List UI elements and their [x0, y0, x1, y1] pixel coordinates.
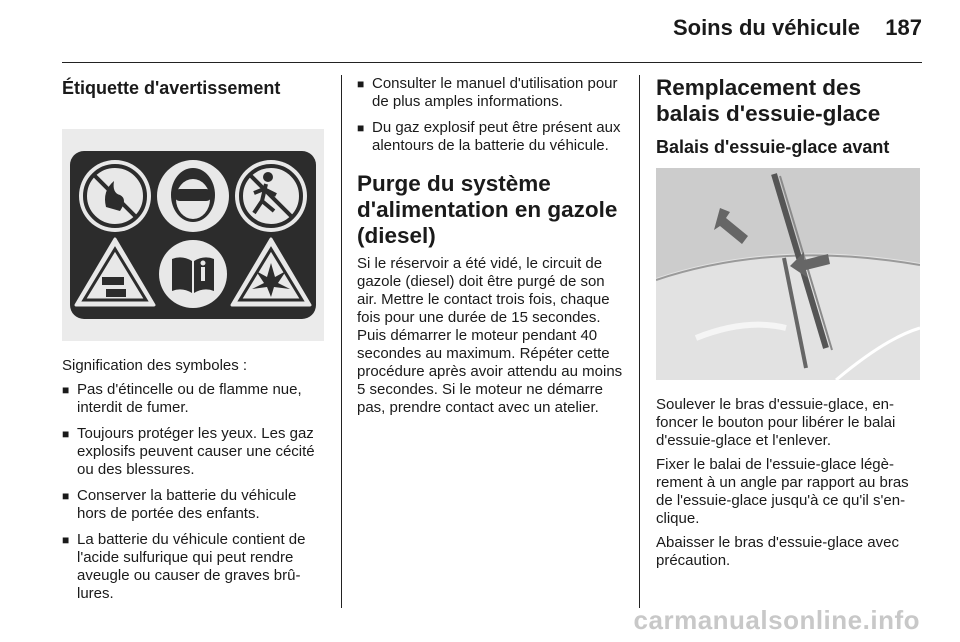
column-divider [341, 75, 342, 608]
wiper-step-2: Fixer le balai de l'essuie-glace légè-rement à un angle par rapport au bras de l'essuie-glace jusqu'à ce qu'il s'en-clique. [656, 456, 909, 527]
list-item: ■ Consulter le manuel d'utilisation pour de plus amples informations. [357, 75, 618, 110]
page-header [0, 0, 960, 62]
read-manual-icon [159, 240, 227, 308]
diesel-purge-body: Si le réservoir a été vidé, le circuit de gazole (diesel) doit être purgé de son air. Mettre le contact trois fois, chaque fois pour une durée de 15 secondes. Puis démarrer le moteur pendant 40 secondes au maximum. Répéter cette procédure après avoir attendu au moins 5 secondes. Si le moteur ne démarre pas, prendre contact avec un atelier. [357, 255, 623, 416]
eye-protection-icon [157, 160, 229, 232]
list-item: ■ Conserver la batterie du véhicule hors de portée des enfants. [62, 487, 297, 522]
keep-children-away-icon [235, 160, 307, 232]
warning-label-image [62, 129, 324, 341]
wiper-step-3: Abaisser le bras d'essuie-glace avec précaution. [656, 534, 899, 569]
watermark: carmanualsonline.info [633, 605, 920, 635]
header-rule [62, 62, 922, 63]
section-title: Soins du véhicule [672, 15, 860, 40]
list-item: ■ Pas d'étincelle ou de flamme nue, interdit de fumer. [62, 381, 302, 416]
list-item: ■ La batterie du véhicule contient de l'acide sulfurique qui peut rendre aveugle ou causer de graves brû-lures. [62, 531, 306, 602]
warning-list-continued [357, 75, 625, 155]
no-spark-flame-icon [79, 160, 151, 232]
list-item: ■ Toujours protéger les yeux. Les gaz explosifs peuvent causer une cécité ou des blessures. [62, 425, 315, 478]
bullet-icon: ■ [62, 489, 70, 503]
wiper-step-1: Soulever le bras d'essuie-glace, en-foncer le bouton pour libérer le balai d'essuie-glace et l'enlever. [656, 396, 896, 449]
list-item: ■ Du gaz explosif peut être présent aux alentours de la batterie du véhicule. [357, 119, 621, 154]
column-divider [639, 75, 640, 608]
wiper-replacement-heading: Remplacement des balais d'essuie-glace [656, 75, 881, 126]
warning-label-heading: Étiquette d'avertissement [62, 78, 281, 98]
bullet-icon: ■ [62, 427, 70, 441]
page-number: 187 [885, 15, 922, 40]
symbol-meaning-list [62, 381, 324, 603]
bullet-icon: ■ [62, 383, 70, 397]
bullet-icon: ■ [357, 77, 365, 91]
front-wiper-subheading: Balais d'essuie-glace avant [656, 137, 890, 157]
column-2 [357, 75, 625, 417]
bullet-icon: ■ [357, 121, 365, 135]
symbols-intro: Signification des symboles : [62, 357, 248, 374]
bullet-icon: ■ [62, 533, 70, 547]
diesel-purge-heading: Purge du système d'alimentation en gazole (diesel) [357, 171, 618, 248]
column-1 [62, 75, 324, 611]
wiper-blade-image [656, 168, 920, 380]
column-3 [656, 75, 922, 570]
